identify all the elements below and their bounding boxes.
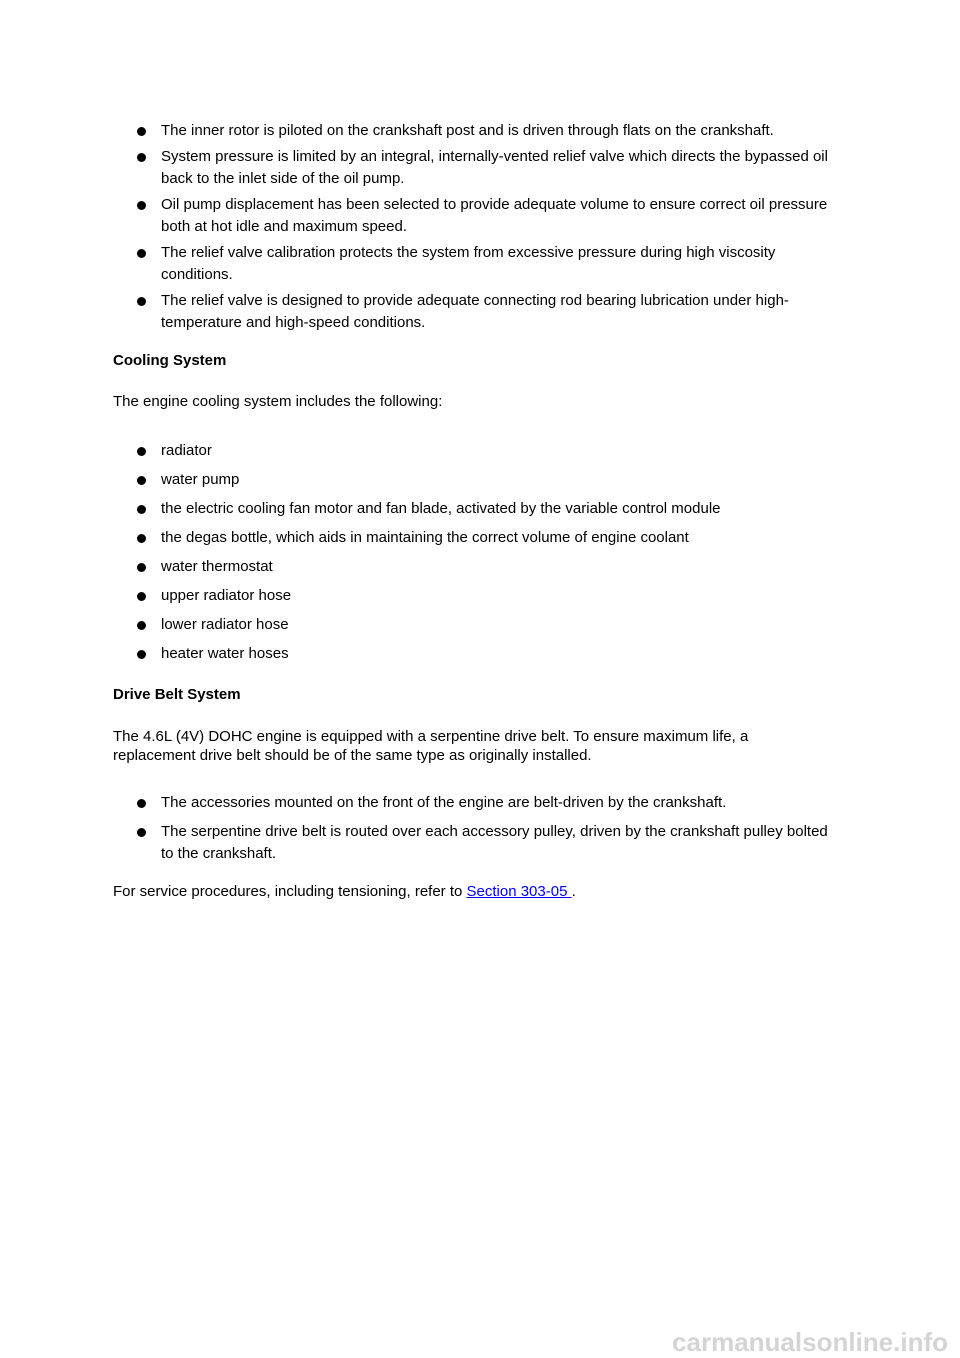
list-item-text: upper radiator hose [161, 587, 292, 604]
bullet-icon [137, 592, 146, 601]
cooling-system-heading: Cooling System [113, 352, 227, 369]
list-item [137, 643, 837, 665]
bullet-icon [137, 650, 146, 659]
list-item-text: The relief valve is designed to provide adequate connecting rod bearing lubrication under high-temperature and high-speed conditions. [161, 292, 789, 331]
list-item-text: The serpentine drive belt is routed over each accessory pulley, driven by the crankshaft pulley bolted to the crankshaft. [161, 823, 828, 862]
drive-belt-intro: The 4.6L (4V) DOHC engine is equipped with a serpentine drive belt. To ensure maximum life, a replacement drive belt should be of the same type as originally installed. [113, 728, 749, 764]
service-reference-text: For service procedures, including tensioning, refer to [113, 883, 467, 900]
drive-belt-system-heading: Drive Belt System [113, 686, 241, 703]
list-item-text: The relief valve calibration protects the system from excessive pressure during high viscosity conditions. [161, 244, 776, 283]
list-item [137, 585, 837, 607]
list-item [137, 498, 837, 520]
list-item [137, 556, 837, 578]
list-item-text: Oil pump displacement has been selected to provide adequate volume to ensure correct oil pressure both at hot idle and maximum speed. [161, 196, 828, 235]
cooling-system-intro: The engine cooling system includes the following: [113, 393, 443, 410]
bullet-icon [137, 476, 146, 485]
list-item-text: the degas bottle, which aids in maintaining the correct volume of engine coolant [161, 529, 689, 546]
bullet-icon [137, 153, 146, 162]
bullet-icon [137, 828, 146, 837]
list-item [137, 527, 837, 549]
list-item [137, 290, 837, 334]
list-item-text: water pump [161, 471, 240, 488]
section-303-05-link[interactable]: Section 303-05 [466, 883, 572, 900]
watermark-text: carmanualsonline.info [672, 1327, 948, 1357]
bullet-icon [137, 534, 146, 543]
list-item [137, 120, 837, 142]
service-reference-suffix: . [571, 883, 576, 900]
list-item [137, 440, 837, 462]
bullet-icon [137, 297, 146, 306]
list-item [137, 469, 837, 491]
drive-belt-list [137, 792, 837, 865]
bullet-icon [137, 799, 146, 808]
list-item [137, 146, 837, 190]
bullet-icon [137, 249, 146, 258]
list-item-text: water thermostat [161, 558, 273, 575]
list-item-text: The accessories mounted on the front of the engine are belt-driven by the crankshaft. [161, 794, 727, 811]
bullet-icon [137, 127, 146, 136]
bullet-icon [137, 563, 146, 572]
list-item [137, 242, 837, 286]
list-item-text: lower radiator hose [161, 616, 289, 633]
list-item-text: heater water hoses [161, 645, 289, 662]
list-item [137, 821, 837, 865]
list-item-text: The inner rotor is piloted on the crankshaft post and is driven through flats on the crankshaft. [161, 122, 774, 139]
list-item-text: System pressure is limited by an integral, internally-vented relief valve which directs the bypassed oil back to the inlet side of the oil pump. [161, 148, 828, 187]
list-item-text: radiator [161, 442, 212, 459]
bullet-icon [137, 505, 146, 514]
list-item [137, 614, 837, 636]
oil-pump-bullet-list [137, 120, 837, 334]
bullet-icon [137, 201, 146, 210]
bullet-icon [137, 621, 146, 630]
list-item [137, 194, 837, 238]
list-item-text: the electric cooling fan motor and fan blade, activated by the variable control module [161, 500, 721, 517]
cooling-system-list [137, 440, 837, 665]
bullet-icon [137, 447, 146, 456]
service-reference [113, 882, 833, 901]
list-item [137, 792, 837, 814]
